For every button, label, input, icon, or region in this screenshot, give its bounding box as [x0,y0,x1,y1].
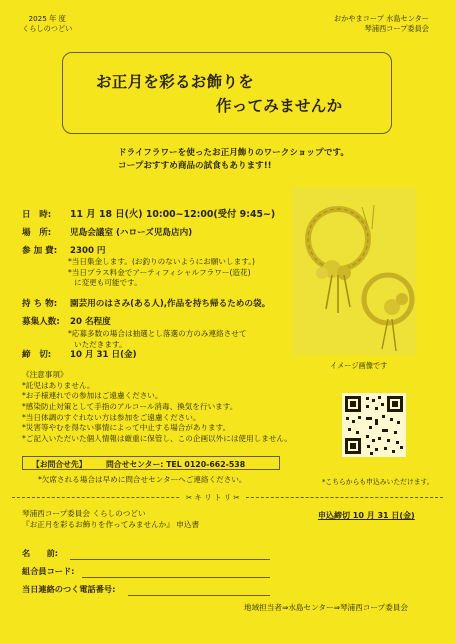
organizer-committee: 琴浦西コープ委員会 [364,23,429,33]
fee-label: 参 加 費: [22,246,58,256]
place-value: 児島会議室 (ハローズ児島店内) [70,228,193,238]
note-item: *お子様連れでの参加はご遠慮ください。 [22,391,163,401]
intro-text [118,147,349,173]
header-left [22,14,72,33]
qr-caption: *こちらからも申込みいただけます。 [322,478,434,486]
intro-line-2: コープおすすめ商品の試食もあります!! [118,160,272,171]
name-field[interactable] [70,559,270,560]
series-name: くらしのつどい [22,23,73,33]
qr-code-icon [342,393,406,457]
bring-value: 園芸用のはさみ(ある人),作品を持ち帰るための袋。 [70,299,271,309]
contact-note: *欠席される場合は早めに問合せセンターへご連絡ください。 [38,475,247,484]
note-item: *託児はありません。 [22,380,95,390]
fee-note-2: *当日プラス料金でアーティフィシャルフラワー(造花) [68,267,251,277]
note-item: *ご記入いただいた個人情報は厳重に保管し、この企画以外には使用しません。 [22,433,293,443]
deadline-label: 締 切: [22,350,52,360]
wreath-photo [292,187,416,355]
member-code-field[interactable] [82,577,270,578]
notes-heading: 《注意事項》 [22,370,68,379]
fee-note-1: *当日集金します。(お釣りのないようにお願いします。) [68,257,255,266]
year-label: 2025 年 度 [28,14,66,23]
date-value: 11 月 18 日(火) 10:00~12:00(受付 9:45~) [70,209,276,220]
phone-label: 当日連絡のつく電話番号: [22,584,116,594]
note-item: *感染防止対策として手指のアルコール消毒、換気を行います。 [22,401,238,411]
notes-block [22,370,292,444]
note-item: *当日体調のすぐれない方は参加をご遠慮ください。 [22,412,201,422]
phone-field[interactable] [128,595,270,596]
capacity-value: 20 名程度 [70,317,111,327]
capacity-note-2: いただきます。 [74,339,127,349]
form-deadline: 申込締切 10 月 31 日(金) [318,511,415,520]
routing-note: 地域担当者⇒水島センター⇒琴浦西コープ委員会 [244,603,408,612]
wreath-illustration [292,187,416,355]
capacity-note-1: *応募多数の場合は抽選とし落選の方のみ連絡させて [68,329,247,338]
contact-value: 問合せセンター: TEL 0120-662-538 [106,460,246,469]
qr-code[interactable] [342,393,406,457]
title-line-2: 作ってみませんか [216,97,343,115]
note-item: *災害等やむを得ない事情によって中止する場合があります。 [22,423,231,433]
capacity-label: 募集人数: [22,317,60,327]
date-label: 日 時: [22,210,52,220]
member-code-label: 組合員コード: [22,566,75,576]
form-org: 琴浦西コープ委員会 くらしのつどい [22,509,146,518]
name-label: 名 前: [22,548,59,558]
place-label: 場 所: [22,228,52,238]
title-line-1: お正月を彩るお飾りを [96,73,255,91]
contact-label: 【お問合せ先】 [32,460,87,469]
cut-label: ✂ キ リ ト リ ✂ [180,492,246,503]
header-right [334,14,429,33]
organizer-center: おかやまコープ 水島センター [333,14,429,23]
form-event: 『お正月を彩るお飾りを作ってみませんか』 申込書 [22,519,200,529]
fee-note-3: に変更も可能です。 [74,278,142,288]
bring-label: 持 ち 物: [22,299,58,309]
intro-line-1: ドライフラワーを使ったお正月飾りのワークショップです。 [118,148,349,158]
form-header [22,509,199,530]
fee-notes [68,257,255,289]
photo-caption: イメージ画像です [330,361,388,370]
title-frame [62,52,392,134]
deadline-value: 10 月 31 日(金) [70,350,137,360]
fee-value: 2300 円 [70,246,106,256]
